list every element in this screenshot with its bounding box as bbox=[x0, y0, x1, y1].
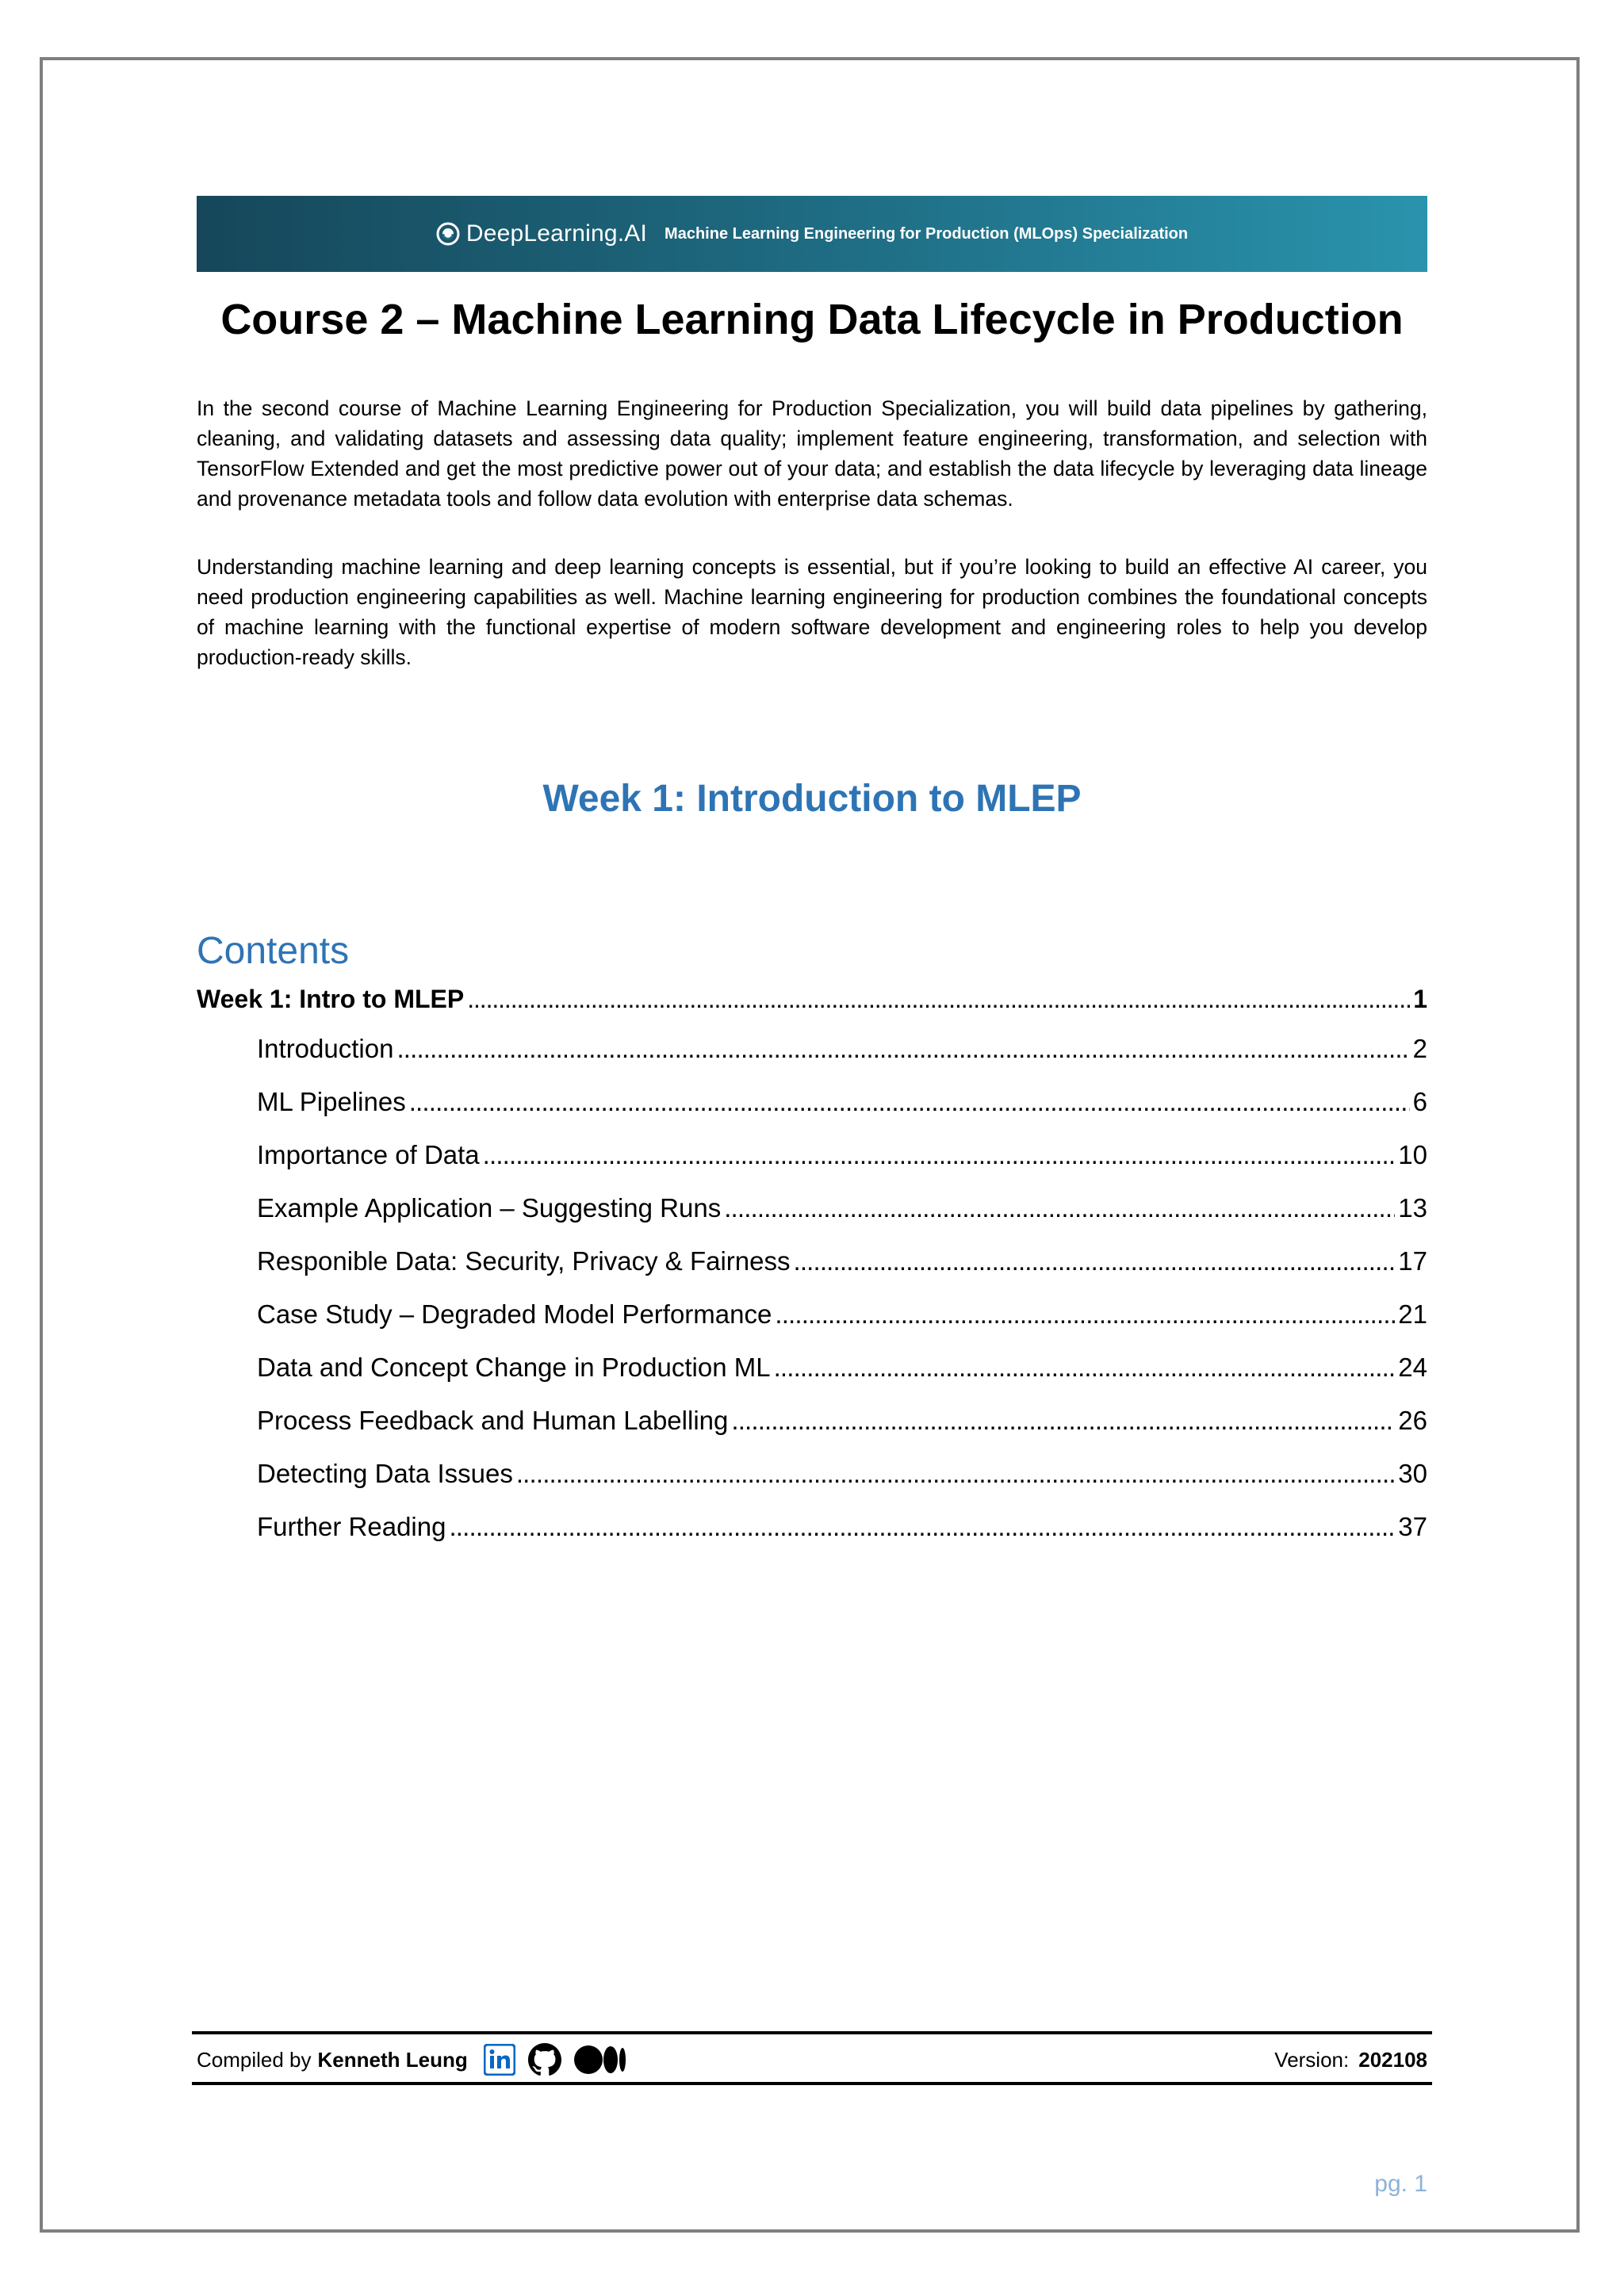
footer-divider-bottom bbox=[192, 2082, 1432, 2085]
toc-entry[interactable] bbox=[197, 1193, 1427, 1246]
toc-entry-label: Detecting Data Issues bbox=[257, 1459, 513, 1488]
toc-entry-page: 2 bbox=[1412, 1034, 1427, 1063]
toc-entry[interactable] bbox=[197, 1034, 1427, 1087]
medium-icon[interactable] bbox=[574, 2044, 626, 2076]
intro-text-1: In the second course of Machine Learning Engineering for Production Specialization, you will build data pipelines by gathering, cleaning, and validating datasets and assessing data quality; implement feature engineering, transformation, and selection with TensorFlow Extended and get the most predictive power out of your data; and establish the data lifecycle by leveraging data lineage and provenance metadata tools and follow data evolution with enterprise data schemas. bbox=[197, 396, 1427, 511]
toc-entry-page: 1 bbox=[1413, 985, 1427, 1013]
intro-paragraph-2 bbox=[197, 552, 1427, 672]
toc-leader-dots bbox=[724, 1193, 1395, 1223]
toc-entry[interactable] bbox=[197, 1246, 1427, 1299]
contents-heading: Contents bbox=[197, 930, 350, 972]
toc-leader-dots bbox=[483, 1140, 1396, 1170]
header-banner bbox=[197, 196, 1427, 272]
footer-credits bbox=[197, 2043, 626, 2076]
toc-entry[interactable] bbox=[197, 1353, 1427, 1406]
linkedin-icon[interactable] bbox=[484, 2044, 515, 2076]
toc-leader-dots bbox=[449, 1512, 1395, 1542]
toc-entry-page: 10 bbox=[1398, 1140, 1427, 1169]
compiled-by-label: Compiled by bbox=[197, 2047, 312, 2072]
intro-paragraph-1 bbox=[197, 393, 1427, 514]
toc-leader-dots bbox=[516, 1459, 1395, 1489]
page-number: pg. 1 bbox=[1374, 2171, 1427, 2197]
toc-entry-page: 13 bbox=[1398, 1193, 1427, 1223]
toc-entry-label: Further Reading bbox=[257, 1512, 446, 1541]
toc-entry[interactable] bbox=[197, 1459, 1427, 1512]
toc-entry[interactable] bbox=[197, 1140, 1427, 1193]
toc-entry-label: Introduction bbox=[257, 1034, 394, 1063]
toc-entry[interactable] bbox=[197, 1087, 1427, 1140]
deeplearning-logo-icon bbox=[436, 222, 460, 246]
toc-leader-dots bbox=[794, 1246, 1396, 1276]
toc-entry-label: ML Pipelines bbox=[257, 1087, 406, 1116]
toc-entry-label: Process Feedback and Human Labelling bbox=[257, 1406, 729, 1435]
github-icon[interactable] bbox=[528, 2043, 561, 2076]
footer-divider-top bbox=[192, 2031, 1432, 2034]
toc-leader-dots bbox=[731, 1406, 1395, 1436]
footer bbox=[197, 2039, 1427, 2080]
specialization-title: Machine Learning Engineering for Production (MLOps) Specialization bbox=[665, 224, 1189, 243]
intro-text-2: Understanding machine learning and deep learning concepts is essential, but if you’re looking to build an effective AI career, you need production engineering capabilities as well. Machine learning engineering for production combines the foundational concepts of machine learning with the functional expertise of modern software development and engineering roles to help you develop production-ready skills. bbox=[197, 555, 1427, 669]
toc-entry-label: Responible Data: Security, Privacy & Fairness bbox=[257, 1246, 791, 1276]
toc-leader-dots bbox=[467, 985, 1410, 1014]
toc-entry-label: Importance of Data bbox=[257, 1140, 480, 1169]
toc-entry-label: Data and Concept Change in Production ML bbox=[257, 1353, 771, 1382]
logo-text: DeepLearning.AI bbox=[465, 220, 648, 247]
toc-entry-page: 6 bbox=[1412, 1087, 1427, 1116]
toc-entry[interactable] bbox=[197, 985, 1427, 1034]
course-title: Course 2 – Machine Learning Data Lifecycle in Production bbox=[220, 296, 1404, 343]
deeplearning-logo bbox=[436, 220, 647, 247]
toc-leader-dots bbox=[396, 1034, 1409, 1064]
author-name: Kenneth Leung bbox=[317, 2047, 468, 2072]
toc-leader-dots bbox=[409, 1087, 1410, 1117]
toc-entry-page: 21 bbox=[1398, 1299, 1427, 1329]
toc-entry[interactable] bbox=[197, 1512, 1427, 1565]
toc-entry-page: 30 bbox=[1398, 1459, 1427, 1488]
version-label: Version: bbox=[1274, 2047, 1350, 2072]
week-title: Week 1: Introduction to MLEP bbox=[542, 778, 1082, 820]
toc-entry-label: Case Study – Degraded Model Performance bbox=[257, 1299, 772, 1329]
toc-entry-label: Week 1: Intro to MLEP bbox=[197, 985, 465, 1013]
table-of-contents bbox=[197, 985, 1427, 1565]
toc-entry-label: Example Application – Suggesting Runs bbox=[257, 1193, 722, 1223]
toc-entry-page: 24 bbox=[1398, 1353, 1427, 1382]
toc-leader-dots bbox=[774, 1353, 1396, 1383]
version-value: 202108 bbox=[1358, 2047, 1427, 2072]
toc-entry[interactable] bbox=[197, 1406, 1427, 1459]
toc-entry[interactable] bbox=[197, 1299, 1427, 1353]
social-links bbox=[484, 2043, 626, 2076]
version-info bbox=[1274, 2048, 1427, 2072]
toc-entry-page: 26 bbox=[1398, 1406, 1427, 1435]
toc-entry-page: 37 bbox=[1398, 1512, 1427, 1541]
toc-entry-page: 17 bbox=[1398, 1246, 1427, 1276]
toc-leader-dots bbox=[775, 1299, 1395, 1330]
